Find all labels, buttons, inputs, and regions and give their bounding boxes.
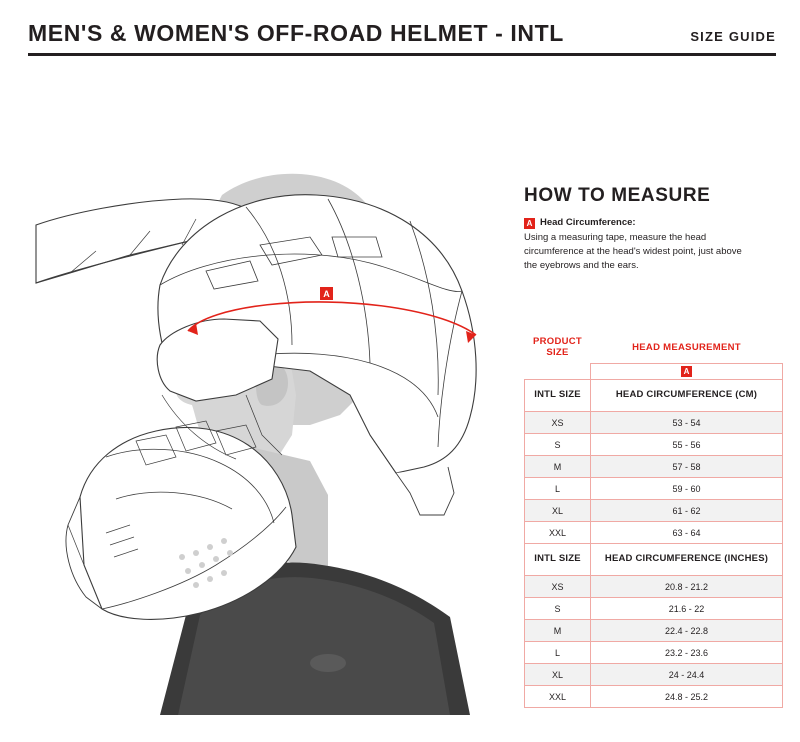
cell-measurement: 20.8 - 21.2 bbox=[591, 576, 783, 598]
helmet-illustration bbox=[10, 95, 510, 715]
table-header-row bbox=[525, 333, 783, 364]
cell-size: XXL bbox=[525, 686, 591, 708]
cell-size: S bbox=[525, 598, 591, 620]
how-to-measure-title: HOW TO MEASURE bbox=[524, 185, 711, 206]
subhead-head-circumference-cm: HEAD CIRCUMFERENCE (CM) bbox=[591, 380, 783, 412]
table-row bbox=[525, 412, 783, 434]
measure-description: Using a measuring tape, measure the head circumference at the head's widest point, just above the eyebrows and the ears. bbox=[524, 232, 742, 271]
measure-label: Head Circumference: bbox=[540, 217, 636, 228]
helmet-diagram-svg bbox=[10, 95, 510, 715]
cell-size: XXL bbox=[525, 522, 591, 544]
measure-badge-a: A bbox=[524, 218, 535, 229]
how-to-measure-section bbox=[524, 185, 782, 272]
table-row bbox=[525, 434, 783, 456]
page-title: MEN'S & WOMEN'S OFF-ROAD HELMET - INTL bbox=[28, 20, 564, 46]
cell-measurement: 57 - 58 bbox=[591, 456, 783, 478]
cell-measurement: 63 - 64 bbox=[591, 522, 783, 544]
cell-measurement: 53 - 54 bbox=[591, 412, 783, 434]
table-row bbox=[525, 598, 783, 620]
table-badge-a: A bbox=[681, 366, 692, 377]
table-subhead-inches bbox=[525, 544, 783, 576]
subhead-head-circumference-inches: HEAD CIRCUMFERENCE (INCHES) bbox=[591, 544, 783, 576]
cell-size: L bbox=[525, 478, 591, 500]
table-badge-row bbox=[525, 364, 783, 380]
cell-size: L bbox=[525, 642, 591, 664]
size-table bbox=[524, 333, 783, 708]
cell-size: XL bbox=[525, 500, 591, 522]
page-header bbox=[28, 22, 776, 56]
cell-size: M bbox=[525, 620, 591, 642]
cell-size: XS bbox=[525, 576, 591, 598]
table-header-product-size: PRODUCT SIZE bbox=[532, 336, 583, 359]
cell-measurement: 24.8 - 25.2 bbox=[591, 686, 783, 708]
page-subtitle: SIZE GUIDE bbox=[690, 29, 776, 44]
subhead-intl-size-inches: INTL SIZE bbox=[525, 544, 591, 576]
table-row bbox=[525, 478, 783, 500]
cell-size: XL bbox=[525, 664, 591, 686]
table-badge-cell bbox=[591, 364, 783, 380]
cell-measurement: 24 - 24.4 bbox=[591, 664, 783, 686]
callout-badge-a bbox=[320, 287, 333, 300]
cell-measurement: 55 - 56 bbox=[591, 434, 783, 456]
cell-measurement: 23.2 - 23.6 bbox=[591, 642, 783, 664]
table-row bbox=[525, 456, 783, 478]
cell-measurement: 61 - 62 bbox=[591, 500, 783, 522]
table-row bbox=[525, 664, 783, 686]
cell-measurement: 21.6 - 22 bbox=[591, 598, 783, 620]
table-row bbox=[525, 620, 783, 642]
table-row bbox=[525, 500, 783, 522]
table-subhead-cm bbox=[525, 380, 783, 412]
subhead-intl-size-cm: INTL SIZE bbox=[525, 380, 591, 412]
cell-measurement: 59 - 60 bbox=[591, 478, 783, 500]
cell-size: XS bbox=[525, 412, 591, 434]
cell-measurement: 22.4 - 22.8 bbox=[591, 620, 783, 642]
size-table-wrapper bbox=[524, 333, 782, 708]
table-row bbox=[525, 522, 783, 544]
how-to-measure-row bbox=[524, 217, 782, 229]
table-row bbox=[525, 642, 783, 664]
table-row bbox=[525, 576, 783, 598]
cell-size: S bbox=[525, 434, 591, 456]
cell-size: M bbox=[525, 456, 591, 478]
table-badge-spacer bbox=[525, 364, 591, 380]
table-header-head-measurement: HEAD MEASUREMENT bbox=[632, 341, 741, 353]
table-row bbox=[525, 686, 783, 708]
svg-text:A: A bbox=[323, 289, 330, 299]
